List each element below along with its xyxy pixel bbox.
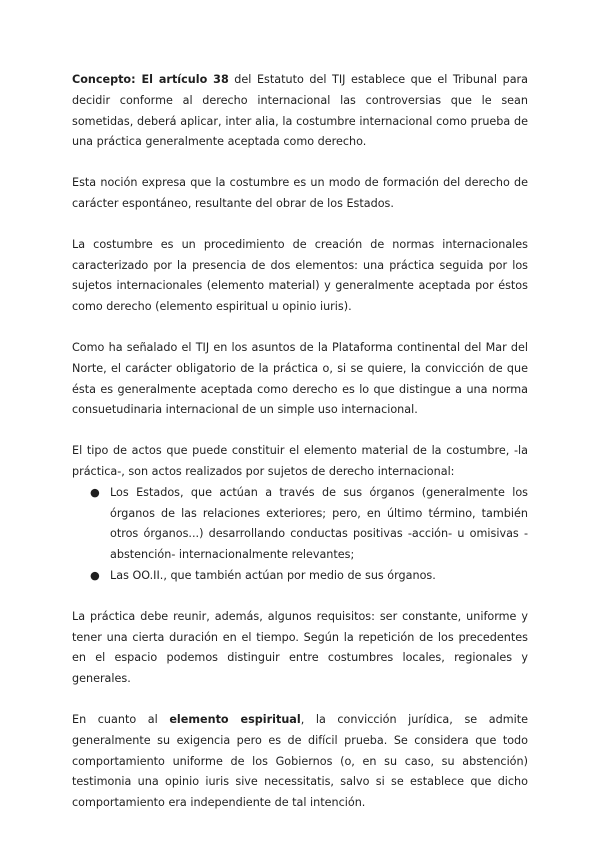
bullet-icon: ● [90, 568, 100, 582]
espiritual-text-after: , la convicción jurídica, se admite generalmente su exigencia pero es de difícil prueba. Se considera que todo comportamiento uniforme de los Gobiernos (o, en su caso, su abstención) testimonia una opinio iuris sive necessitatis, salvo si se establece que dicho comportamiento era independiente de tal intención. [72, 712, 528, 810]
paragraph-procedimiento: La costumbre es un procedimiento de creación de normas internacionales caracterizado por la presencia de dos elementos: una práctica seguida por los sujetos internacionales (elemento material) y generalmente aceptada por éstos como derecho (elemento espiritual u opinio iuris). [72, 237, 528, 314]
bullet-icon: ● [90, 485, 100, 499]
paragraph-concepto [72, 70, 528, 153]
paragraph-tipo-actos: El tipo de actos que puede constituir el elemento material de la costumbre, -la práctica-, son actos realizados por sujetos de derecho internacional: [72, 444, 528, 478]
list-item [90, 483, 528, 566]
concepto-text: del Estatuto del TIJ establece que el Tribunal para decidir conforme al derecho internacional las controversias que le sean sometidas, deberá aplicar, inter alia, la costumbre internacional como prueba de una práctica generalmente aceptada como derecho. [72, 73, 528, 149]
espiritual-bold: elemento espiritual [169, 712, 301, 726]
bullet-list [72, 483, 528, 587]
paragraph-requisitos: La práctica debe reunir, además, algunos requisitos: ser constante, uniforme y tener una cierta duración en el tiempo. Según la repetición de los precedentes en el espacio podemos distinguir entre costumbres locales, regionales y generales. [72, 609, 528, 686]
list-item-text: Las OO.II., que también actúan por medio de sus órganos. [110, 568, 436, 582]
list-item-text: Los Estados, que actúan a través de sus órganos (generalmente los órganos de las relaciones exteriores; pero, en último término, también otros órganos...) desarrollando conductas positivas -acción- u omisivas -abstención- internacionalmente relevantes; [110, 485, 528, 562]
paragraph-elemento-espiritual [72, 710, 528, 814]
espiritual-text-before: En cuanto al [72, 712, 170, 726]
list-item [90, 566, 528, 587]
paragraph-nocion: Esta noción expresa que la costumbre es un modo de formación del derecho de carácter espontáneo, resultante del obrar de los Estados. [72, 176, 528, 210]
paragraph-tij-plataforma: Como ha señalado el TIJ en los asuntos de la Plataforma continental del Mar del Norte, el carácter obligatorio de la práctica o, si se quiere, la convicción de que ésta es generalmente aceptada como derecho es lo que distingue a una norma consuetudinaria internacional de un simple uso internacional. [72, 340, 528, 417]
concepto-heading: Concepto: El artículo 38 [72, 73, 229, 86]
